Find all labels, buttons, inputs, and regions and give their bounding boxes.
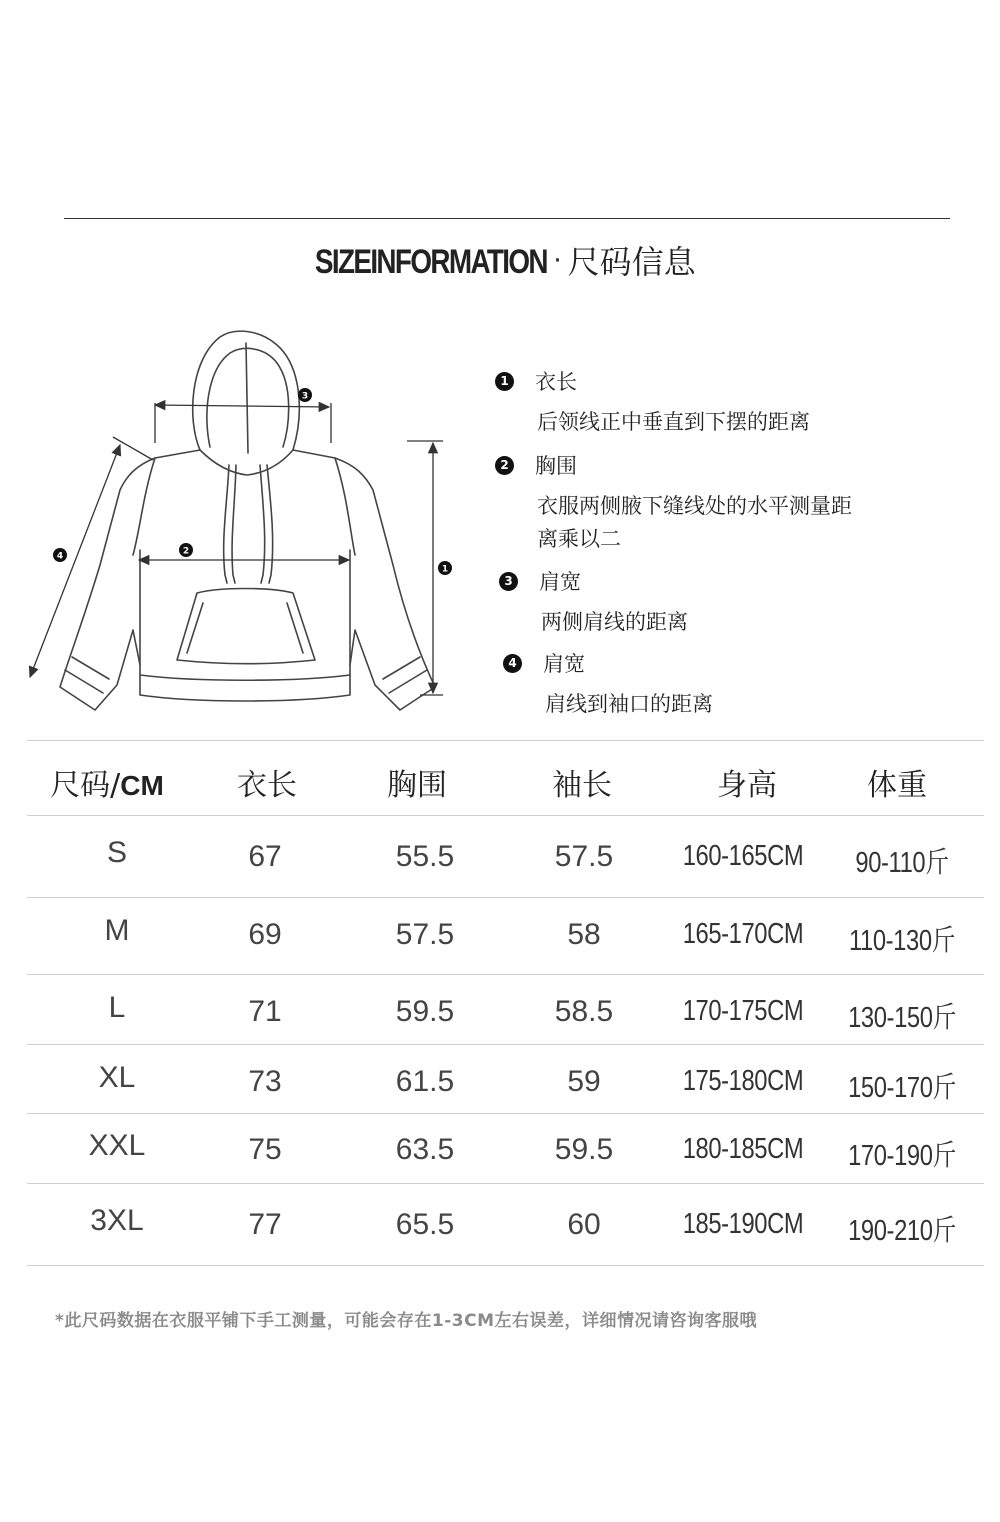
legend-description: 后领线正中垂直到下摆的距离: [537, 410, 810, 434]
cell-sleeve: 58.5: [554, 995, 614, 1028]
cell-weight: 90-110斤: [855, 847, 949, 879]
cell-sleeve: 59: [567, 1065, 601, 1098]
cell-length: 73: [248, 1065, 282, 1098]
cell-size: 3XL: [90, 1204, 144, 1237]
hoodie-measurement-diagram: [15, 325, 455, 725]
cell-height: 160-165CM: [682, 840, 804, 872]
legend-heading: 肩宽: [543, 652, 585, 676]
marker-4: 4: [56, 551, 64, 562]
table-rule: [27, 815, 984, 816]
cell-height: 175-180CM: [682, 1065, 804, 1097]
marker-2: 2: [182, 546, 190, 557]
cell-size: M: [104, 914, 130, 947]
cell-weight: 150-170斤: [848, 1072, 956, 1104]
table-rule: [27, 897, 984, 898]
header-size: 尺码/CM: [50, 768, 164, 803]
cell-chest: 59.5: [395, 995, 455, 1028]
measurement-note: *此尺码数据在衣服平铺下手工测量，可能会存在1-3CM左右误差，详细情况请咨询客服哦: [55, 1311, 757, 1331]
cell-chest: 63.5: [395, 1133, 455, 1166]
cell-chest: 61.5: [395, 1065, 455, 1098]
marker-1: 1: [441, 564, 449, 575]
cell-sleeve: 57.5: [554, 840, 614, 873]
cell-size: XL: [98, 1061, 136, 1094]
cell-weight: 190-210斤: [848, 1215, 956, 1247]
table-rule: [27, 1113, 984, 1114]
legend-description: 衣服两侧腋下缝线处的水平测量距离乘以二: [537, 494, 852, 551]
cell-chest: 55.5: [395, 840, 455, 873]
cell-weight: 170-190斤: [848, 1140, 956, 1172]
title-english: SIZEINFORMATION: [315, 243, 548, 281]
cell-weight: 110-130斤: [848, 925, 956, 957]
cell-sleeve: 59.5: [554, 1133, 614, 1166]
marker-3: 3: [301, 391, 309, 402]
title-dot: ·: [553, 246, 562, 276]
cell-sleeve: 58: [567, 918, 601, 951]
legend-number-1: 1: [495, 372, 514, 391]
cell-length: 67: [248, 840, 282, 873]
legend-heading: 衣长: [535, 370, 577, 394]
cell-size: S: [106, 836, 128, 869]
body-outline: [60, 450, 435, 710]
page-title: [0, 238, 1000, 285]
cell-weight: 130-150斤: [848, 1002, 956, 1034]
header-sleeve: 袖长: [552, 768, 612, 803]
cell-size: L: [108, 991, 126, 1024]
cell-length: 71: [248, 995, 282, 1028]
table-rule: [27, 974, 984, 975]
cell-height: 165-170CM: [682, 918, 804, 950]
cell-length: 69: [248, 918, 282, 951]
title-chinese: 尺码信息: [567, 243, 696, 281]
header-chest: 胸围: [387, 768, 447, 803]
cell-chest: 57.5: [395, 918, 455, 951]
table-rule: [27, 740, 984, 741]
header-length: 衣长: [237, 768, 297, 803]
legend-number-4: 4: [503, 654, 522, 673]
legend-description: 肩线到袖口的距离: [545, 692, 713, 716]
legend-number-3: 3: [499, 572, 518, 591]
cell-height: 185-190CM: [682, 1208, 804, 1240]
header-height: 身高: [717, 768, 777, 803]
cell-height: 180-185CM: [682, 1133, 804, 1165]
cell-height: 170-175CM: [682, 995, 804, 1027]
header-weight: 体重: [867, 768, 927, 803]
cell-length: 77: [248, 1208, 282, 1241]
table-rule: [27, 1265, 984, 1266]
legend-description: 两侧肩线的距离: [541, 610, 688, 634]
cell-sleeve: 60: [567, 1208, 601, 1241]
table-rule: [27, 1044, 984, 1045]
legend-number-2: 2: [495, 456, 514, 475]
cell-chest: 65.5: [395, 1208, 455, 1241]
top-divider: [64, 218, 950, 219]
legend-heading: 肩宽: [539, 570, 581, 594]
table-rule: [27, 1183, 984, 1184]
cell-size: XXL: [88, 1129, 146, 1162]
cell-length: 75: [248, 1133, 282, 1166]
legend-heading: 胸围: [535, 454, 577, 478]
